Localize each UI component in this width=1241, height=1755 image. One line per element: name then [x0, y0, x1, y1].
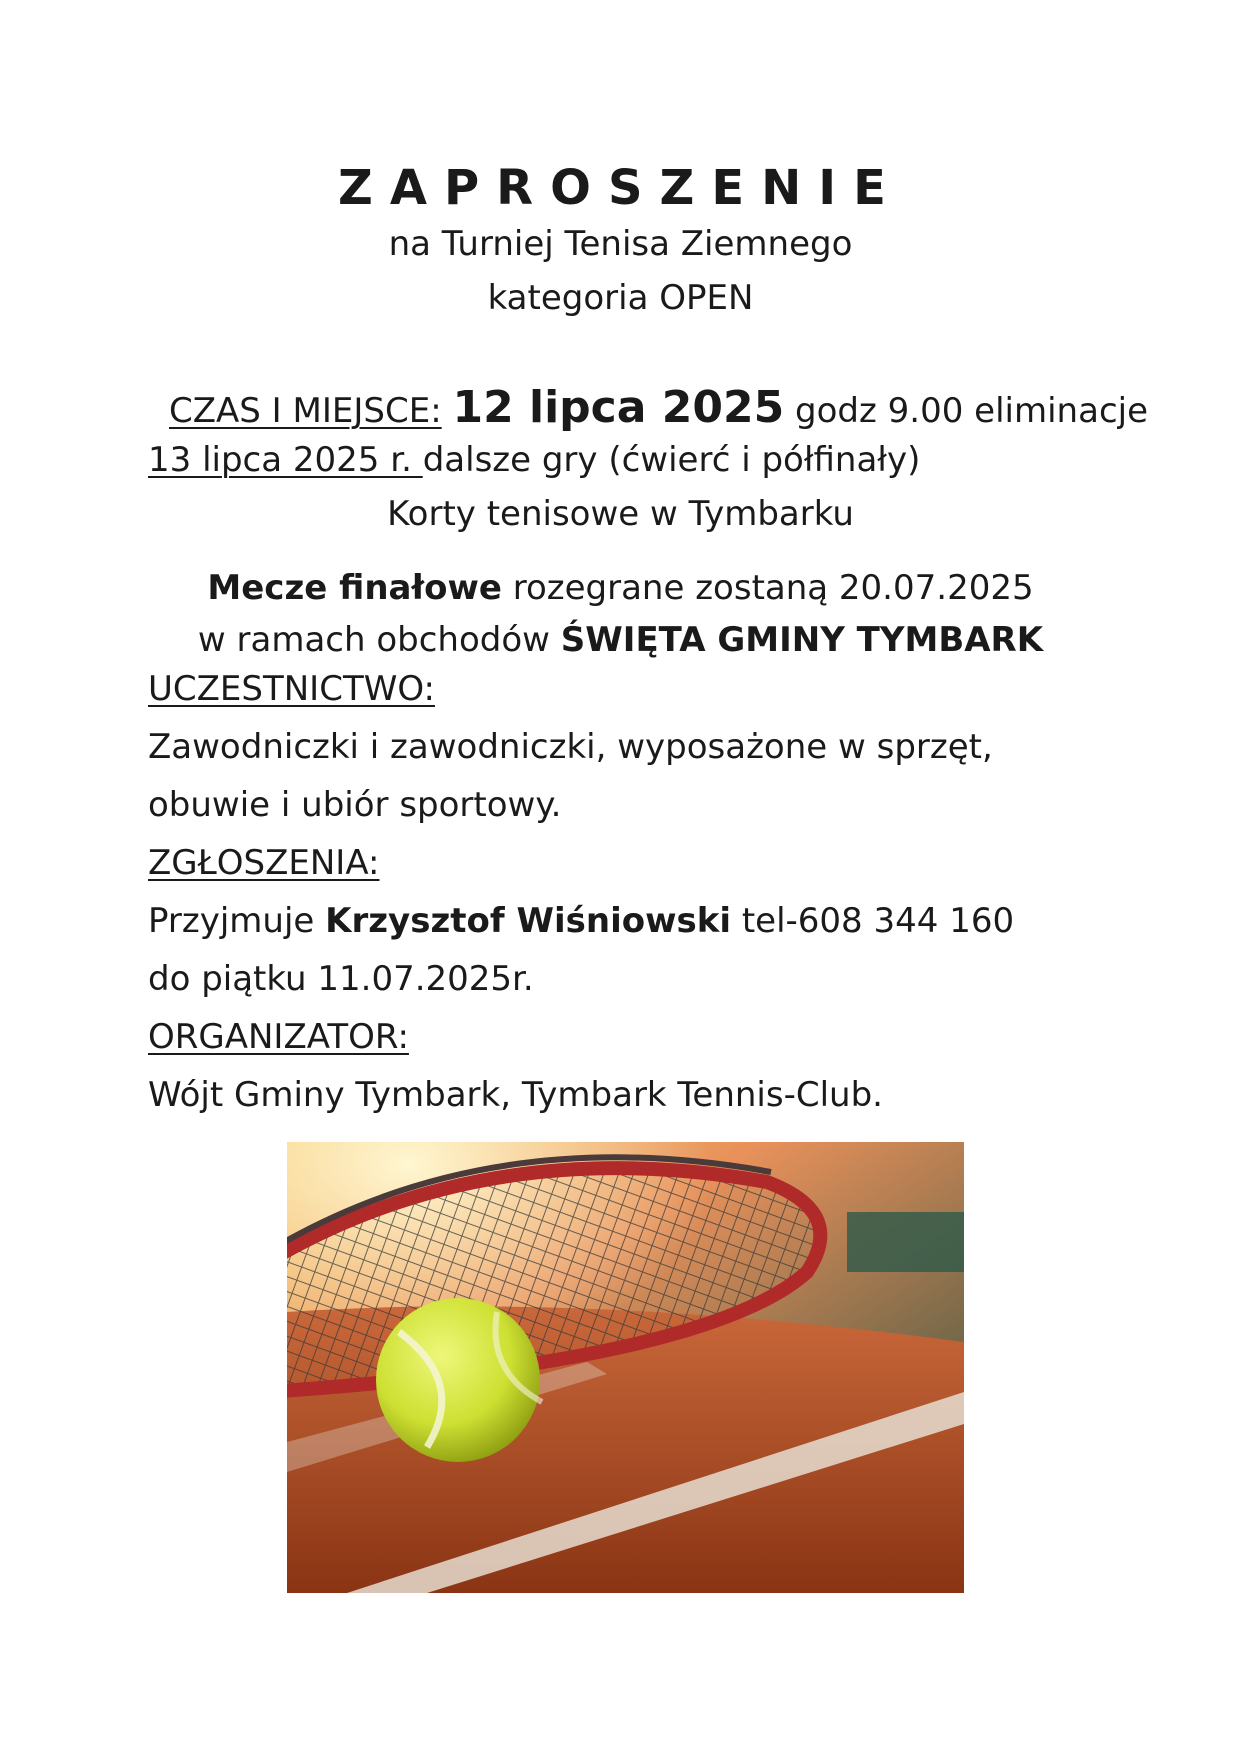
- tennis-ball-racket-image: [287, 1142, 964, 1593]
- participation-line-1: Zawodniczki i zawodniczki, wyposażone w sprzęt,: [148, 727, 993, 767]
- organizer-label: ORGANIZATOR:: [148, 1017, 409, 1057]
- registration-phone: tel-608 344 160: [741, 901, 1015, 941]
- registration-contact: [148, 901, 1014, 941]
- date-secondary: 13 lipca 2025 r.: [148, 440, 423, 480]
- finals-label: Mecze finałowe: [207, 568, 502, 608]
- page-title: ZAPROSZENIE: [338, 160, 903, 216]
- finals-prefix: w ramach obchodów: [197, 620, 550, 660]
- organizer-text: Wójt Gminy Tymbark, Tymbark Tennis-Club.: [148, 1075, 883, 1115]
- registration-name: Krzysztof Wiśniowski: [325, 901, 732, 941]
- date-secondary-details: dalsze gry (ćwierć i półfinały): [422, 440, 921, 480]
- schedule-line-1: [169, 382, 1148, 437]
- schedule-line-2: [148, 440, 920, 480]
- tennis-photo: [287, 1142, 964, 1593]
- schedule-label: CZAS I MIEJSCE:: [169, 391, 442, 431]
- date-primary: 12 lipca 2025: [452, 382, 785, 433]
- participation-line-2: obuwie i ubiór sportowy.: [148, 785, 562, 825]
- finals-line-1: [0, 568, 1241, 608]
- venue: Korty tenisowe w Tymbarku: [387, 494, 854, 534]
- category: kategoria OPEN: [487, 278, 754, 318]
- registration-deadline: do piątku 11.07.2025r.: [148, 959, 534, 999]
- finals-line-2: [0, 620, 1241, 660]
- participation-label: UCZESTNICTWO:: [148, 669, 435, 709]
- registration-label: ZGŁOSZENIA:: [148, 843, 380, 883]
- finals-event: ŚWIĘTA GMINY TYMBARK: [560, 620, 1044, 660]
- finals-date: rozegrane zostaną 20.07.2025: [512, 568, 1034, 608]
- registration-prefix: Przyjmuje: [148, 901, 315, 941]
- subtitle: na Turniej Tenisa Ziemnego: [388, 224, 853, 264]
- time-primary: godz 9.00 eliminacje: [795, 391, 1148, 431]
